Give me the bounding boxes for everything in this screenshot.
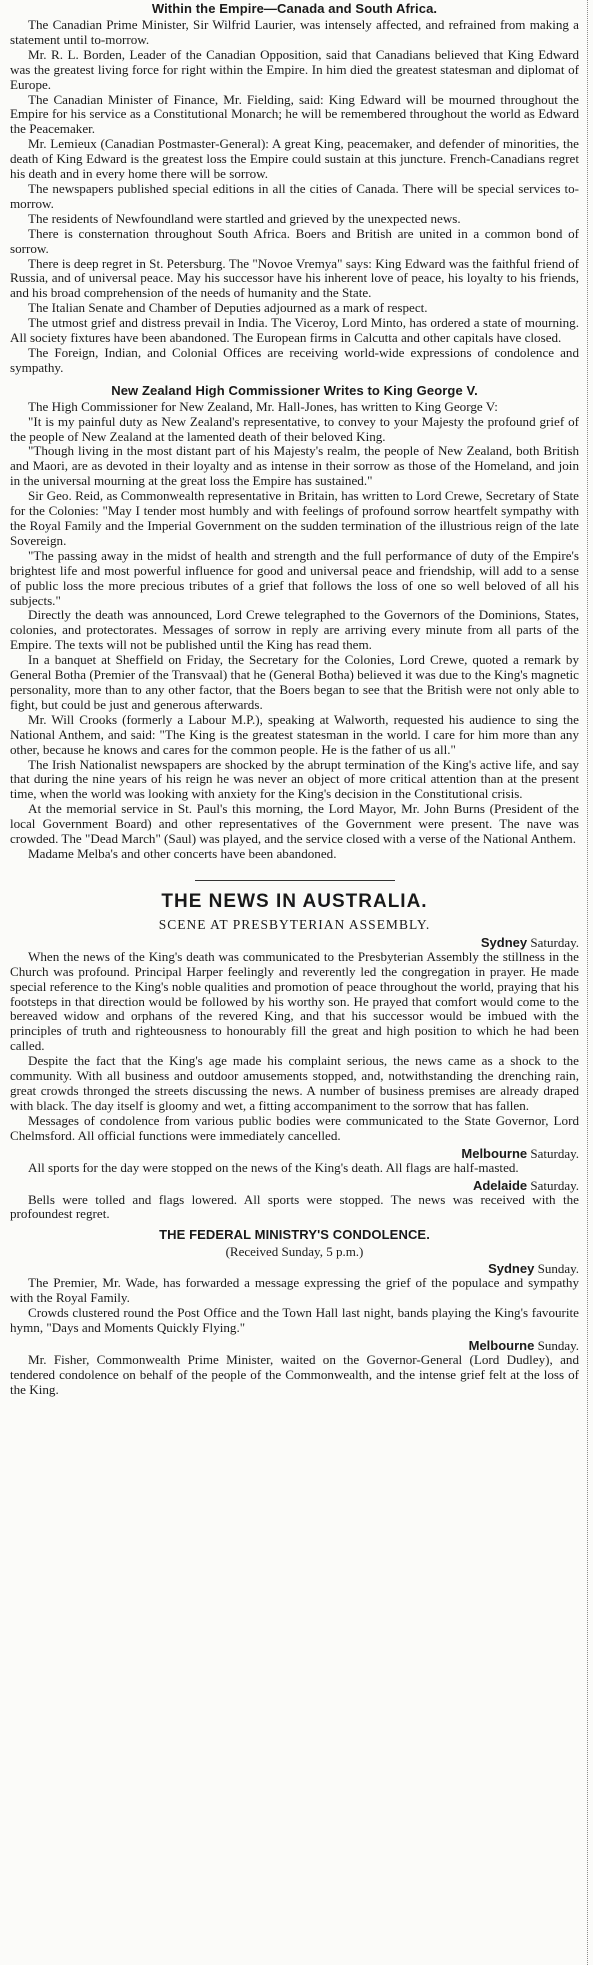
dateline [10,1338,579,1353]
paragraph: The utmost grief and distress prevail in India. The Viceroy, Lord Minto, has ordered a state of mourning. All society fixtures have been abandoned. The European firms in Calcutta and other capitals have closed. [10,315,579,346]
dateline [10,1261,579,1276]
paragraph: The Canadian Prime Minister, Sir Wilfrid Laurier, was intensely affected, and refrained from making a statement until to-morrow. [10,17,579,47]
paragraph: Mr. R. L. Borden, Leader of the Canadian Opposition, said that Canadians believed that King Edward was the greatest living force for right within the Empire. In him died the greatest statesman and diplomat of Europe. [10,46,579,92]
received-note: (Received Sunday, 5 p.m.) [225,1244,364,1260]
paragraph: All sports for the day were stopped on the news of the King's death. All flags are half-masted. [28,1159,519,1175]
dateline-city: Melbourne [461,1145,528,1161]
paragraph: Mr. Fisher, Commonwealth Prime Minister, waited on the Governor-General (Lord Dudley), and tendered condolence on behalf of the people of the Commonwealth, and the intense grief felt at the loss of the King. [10,1351,579,1397]
section-heading-empire: Within the Empire—Canada and South Africa. [151,1,438,16]
section-empire-body [10,18,579,376]
paragraph: "The passing away in the midst of health and strength and the full performance of duty of the Empire's brightest life and most powerful influence for good and universal peace and friendship, will add to a sense of public loss the more precious tributes of a grief that follows the loss of one so well beloved of all his subjects." [10,547,579,608]
paragraph: The newspapers published special editions in all the cities of Canada. There will be special services to-morrow. [10,180,579,211]
paragraph: The Canadian Minister of Finance, Mr. Fielding, said: King Edward will be mourned throughout the Empire for his service as a Constitutional Monarch; he will be remembered throughout the world as Edward the Peacemaker. [10,91,579,137]
dateline [10,1146,579,1161]
dateline-day: Saturday. [530,1145,579,1161]
paragraph: Messages of condolence from various public bodies were communicated to the State Governor, Lord Chelmsford. All official functions were immediately cancelled. [10,1112,579,1143]
paragraph: "Though living in the most distant part of his Majesty's realm, the people of New Zealand, both British and Maori, are as devoted in their loyalty and as intense in their sorrow as those of the Homeland, and join in the universal mourning at the great loss the Empire has sustained." [10,443,579,489]
dateline-day: Sunday. [537,1337,579,1353]
paragraph: The Premier, Mr. Wade, has forwarded a message expressing the grief of the populace and sympathy with the Royal Family. [10,1275,579,1306]
dateline-day: Saturday. [530,934,579,950]
paragraph: The Irish Nationalist newspapers are shocked by the abrupt termination of the King's active life, and say that during the nine years of his reign he was never an object of more critical attention than at the present time, when the world was looking with anxiety for the King's decision in the Constitutional crisis. [10,756,579,802]
dateline-day: Sunday. [537,1261,579,1277]
paragraph: Crowds clustered round the Post Office and the Town Hall last night, bands playing the King's favourite hymn, "Days and Moments Quickly Flying." [10,1305,579,1336]
section-heading-new-zealand: New Zealand High Commissioner Writes to King George V. [111,382,478,398]
paragraph: Mr. Will Crooks (formerly a Labour M.P.), speaking at Walworth, requested his audience to sing the National Anthem, and said: "The King is the greatest statesman in the world. I care for him more than any other, because he knows and cares for the common people. He is the father of us all." [10,711,579,757]
paragraph: There is deep regret in St. Petersburg. The "Novoe Vremya" says: King Edward was the faithful friend of Russia, and of universal peace. May his successor have his inherent love of peace, his loyalty to his friends, and his broad comprehension of the needs of humanity and the State. [10,255,579,301]
headline-news-in-australia: THE NEWS IN AUSTRALIA. [161,890,428,912]
paragraph: The residents of Newfoundland were startled and grieved by the unexpected news. [28,210,461,226]
dateline [10,935,579,950]
paragraph: The High Commissioner for New Zealand, Mr. Hall-Jones, has written to King George V: [28,398,498,414]
paragraph: When the news of the King's death was communicated to the Presbyterian Assembly the stillness in the Church was profound. Principal Harper feelingly and reverently led the congregation in prayer. He made special reference to the King's noble qualities and promotion of peace throughout the world, praying that his footsteps in that direction would be followed by his worthy son. He prayed that comfort would come to the bereaved widow and orphans of the revered King, and that his successor would be imbued with the principles of truth and righteousness to honourably fill the great and high position to which he had been called. [10,948,579,1054]
section-divider-rule [195,880,395,881]
dateline-day: Saturday. [530,1177,579,1193]
paragraph: The Italian Senate and Chamber of Deputies adjourned as a mark of respect. [28,300,428,316]
dateline-city: Adelaide [472,1177,528,1193]
paragraph: In a banquet at Sheffield on Friday, the Secretary for the Colonies, Lord Crewe, quoted a remark by General Botha (Premier of the Transvaal) that he (General Botha) believed it was due to the King's magnetic personality, more than to any other factor, that the Boers began to see that the British were not only able to fight, but could be just and generous afterwards. [10,652,579,712]
paragraph: Despite the fact that the King's age made his complaint serious, the news came as a shock to the community. With all business and outdoor amusements stopped, and, notwithstanding the drenching rain, great crowds thronged the streets discussing the news. A number of business premises are already draped with black. The day itself is gloomy and wet, a fitting accompaniment to the sorrow that has fallen. [10,1053,579,1113]
paragraph: The Foreign, Indian, and Colonial Offices are receiving world-wide expressions of condolence and sympathy. [10,344,579,375]
paragraph: There is consternation throughout South Africa. Boers and British are united in a common bond of sorrow. [10,225,579,256]
paragraph: Bells were tolled and flags lowered. All sports were stopped. The news was received with the profoundest regret. [10,1191,579,1222]
paragraph: Madame Melba's and other concerts have been abandoned. [28,845,337,861]
dateline-city: Sydney [480,934,528,950]
section-heading-federal-condolence: THE FEDERAL MINISTRY'S CONDOLENCE. [159,1227,430,1243]
paragraph: Directly the death was announced, Lord Crewe telegraphed to the Governors of the Dominions, States, colonies, and protectorates. Messages of sorrow in reply are arriving every minute from all parts of the Empire. The texts will not be published until the King has read them. [10,607,579,653]
dateline-city: Melbourne [468,1337,535,1353]
paragraph: Mr. Lemieux (Canadian Postmaster-General): A great King, peacemaker, and defender of minorities, the death of King Edward is the greatest loss the Empire could sustain at this juncture. French-Canadians regret his death and in every home there will be sorrow. [10,136,579,182]
section-new-zealand-body [10,400,579,862]
paragraph: Sir Geo. Reid, as Commonwealth representative in Britain, has written to Lord Crewe, Secretary of State for the Colonies: "May I tender most humbly and with feelings of profound sorrow heartfelt sympathy with the Royal Family and the Imperial Government on the sudden termination of the illustrious reign of the late Sovereign. [10,488,579,548]
subheadline-presbyterian-assembly: SCENE AT PRESBYTERIAN ASSEMBLY. [158,916,431,932]
dateline-city: Sydney [488,1261,535,1277]
dateline [10,1178,579,1193]
paragraph: "It is my painful duty as New Zealand's representative, to convey to your Majesty the profound grief of the people of New Zealand at the lamented death of their beloved King. [10,413,579,444]
paragraph: At the memorial service in St. Paul's this morning, the Lord Mayor, Mr. John Burns (President of the local Government Board) and other representatives of the Government were present. The nave was crowded. The "Dead March" (Saul) was played, and the service closed with a verse of the National Anthem. [10,801,579,847]
